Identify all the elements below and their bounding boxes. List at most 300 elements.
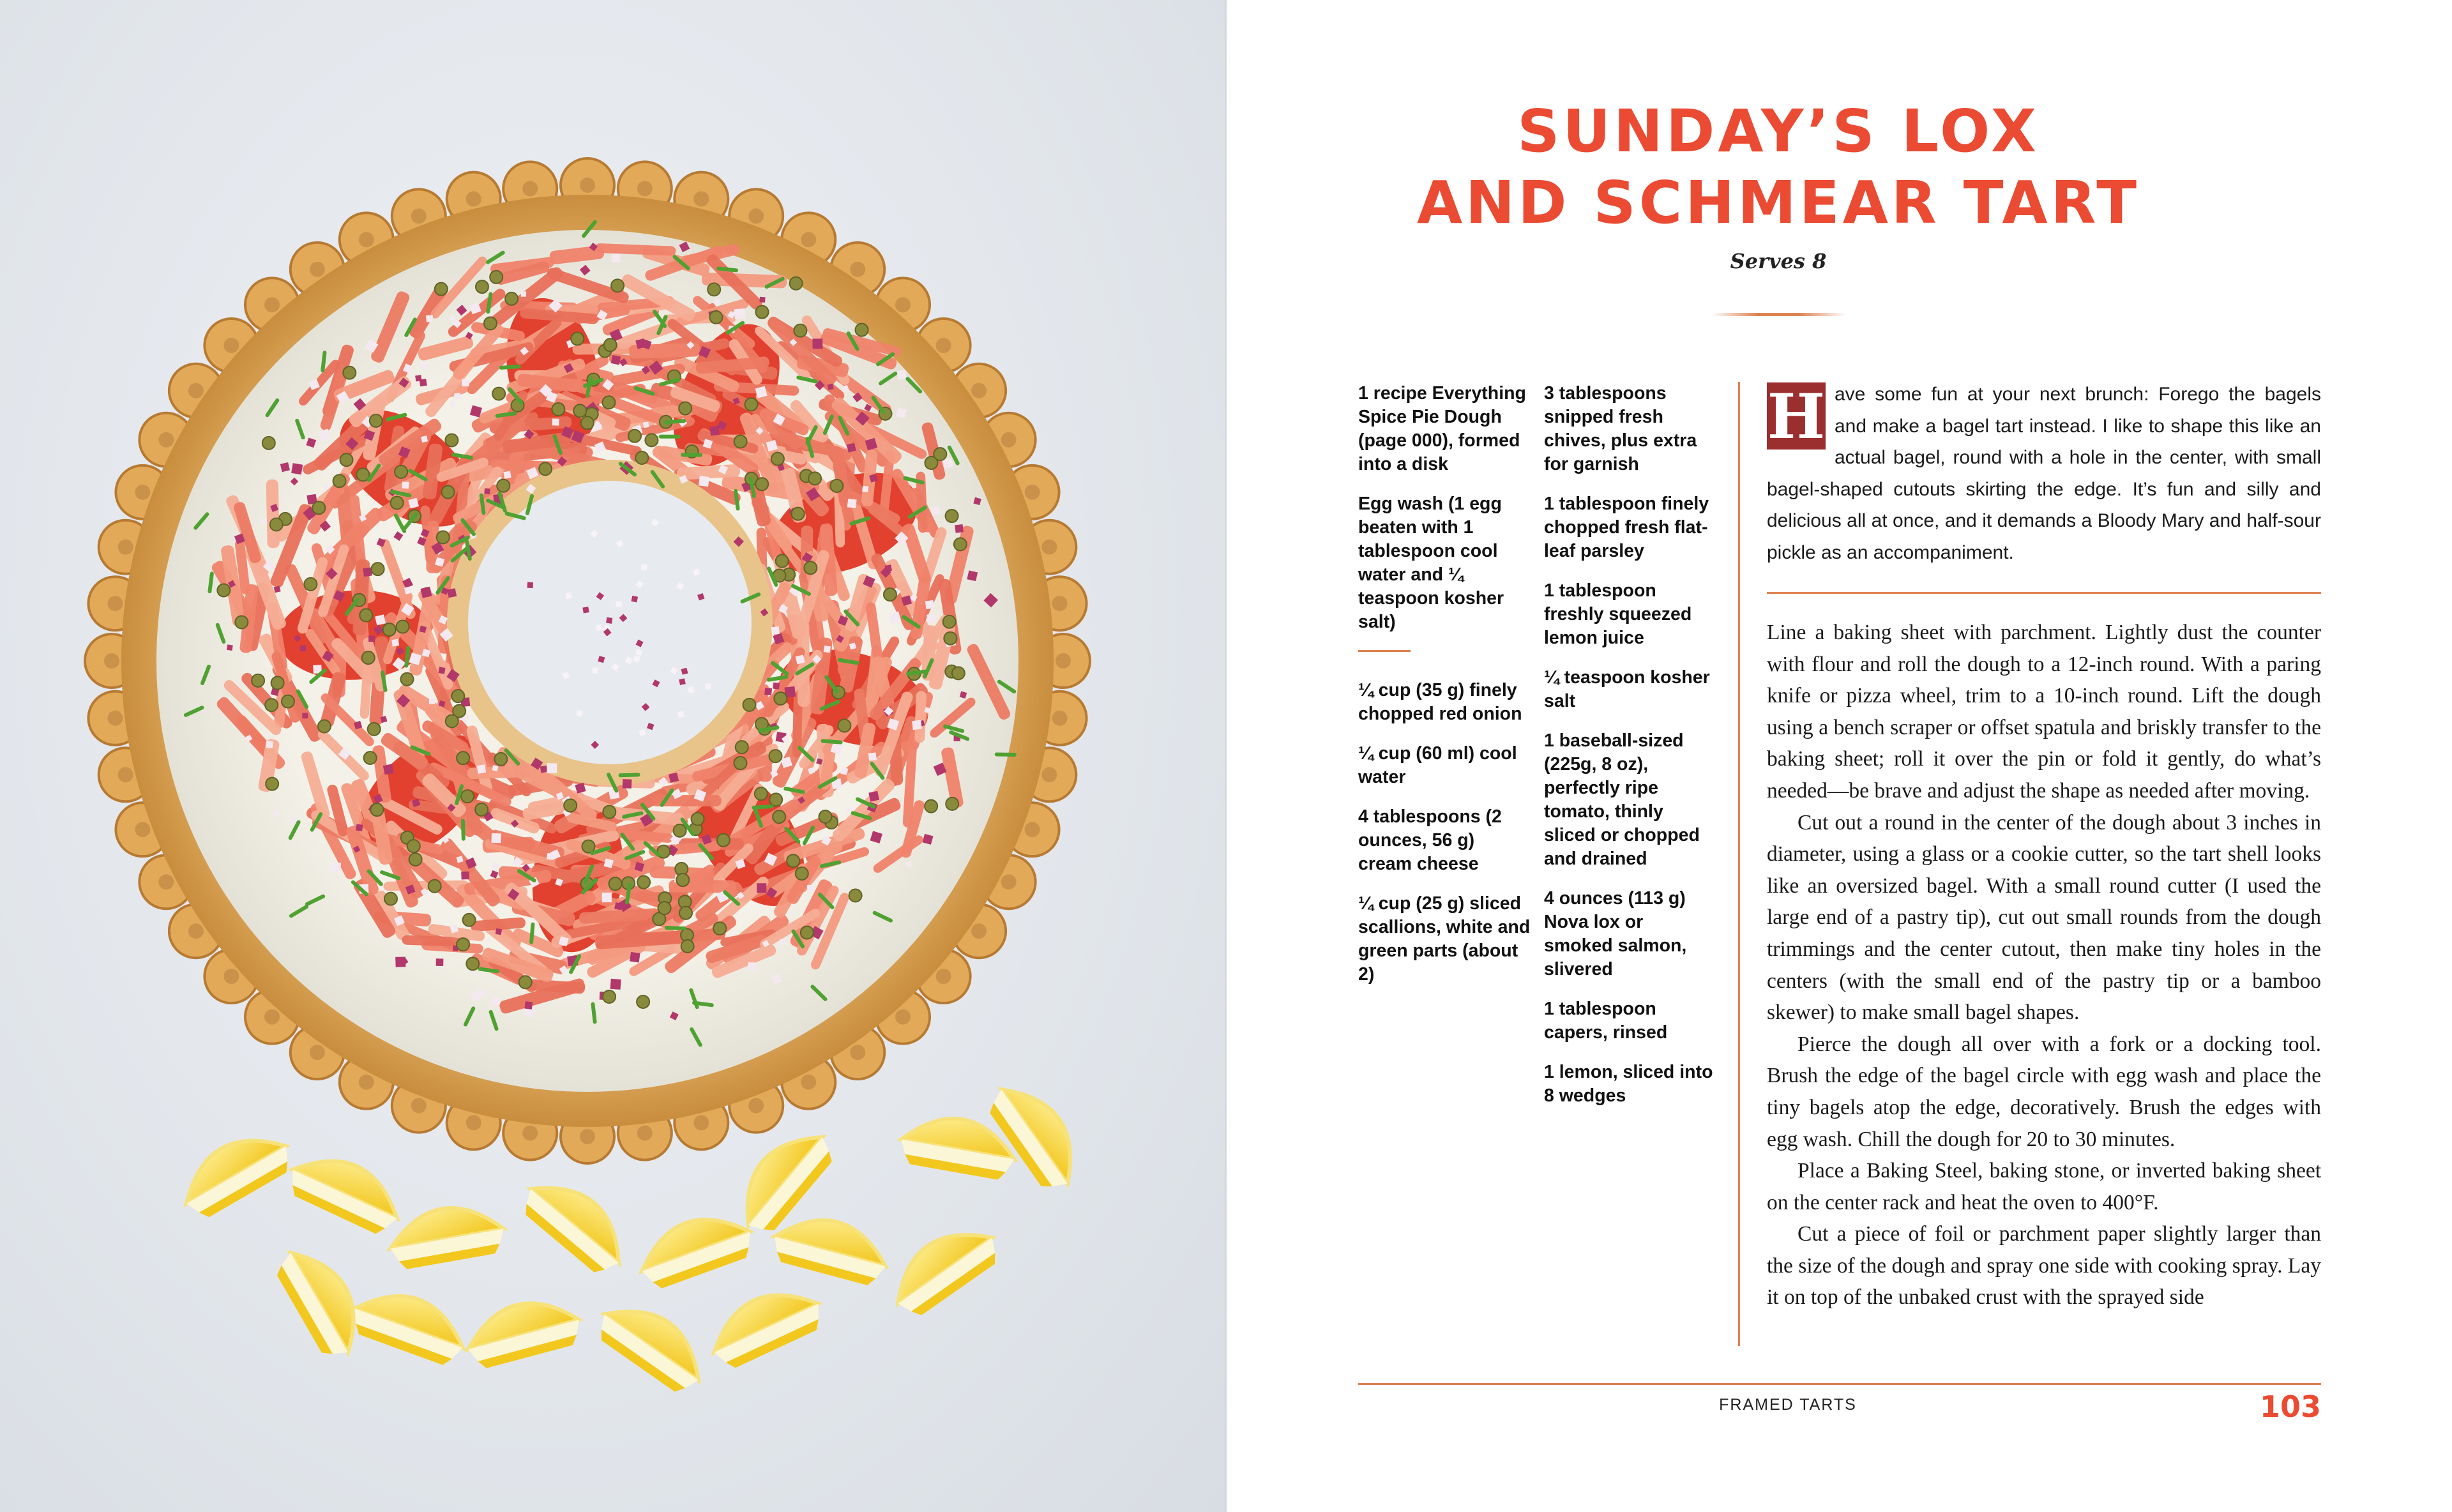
mini-bagel-hole [1001, 874, 1017, 889]
caper [774, 692, 787, 705]
caper [457, 752, 469, 764]
caper [571, 333, 584, 345]
lemon-wedge [347, 1280, 473, 1370]
caper [717, 834, 730, 847]
caper [771, 453, 784, 465]
caper [637, 995, 649, 1008]
caper [736, 741, 748, 753]
red-onion-piece [391, 639, 399, 647]
mini-bagel-hole [310, 262, 325, 277]
lemon-wedge [591, 1289, 716, 1399]
caper [391, 496, 404, 509]
title-line-2: AND SCHMEAR TART [1416, 169, 2140, 237]
red-onion-piece [454, 393, 461, 400]
caper [838, 720, 851, 732]
caper [603, 990, 616, 1003]
red-onion-piece [491, 833, 501, 843]
onion-in-center [677, 711, 684, 718]
caper [564, 799, 577, 812]
caper [492, 388, 505, 400]
mini-bagel-hole [1041, 540, 1057, 555]
red-onion-piece [299, 645, 306, 651]
caper [395, 465, 407, 478]
headnote-text: ave some fun at your next brunch: Forego the bagels and make a bagel tart instead. I like to shape this like an actual bagel, round with a hole in the center, with small bagel-shaped cutouts skirting the edge. It’s fun and silly and delicious all at once, and it demands a Bloody Mary and half-sour pickle as an accompaniment. [1767, 384, 2321, 563]
red-onion-piece [610, 979, 621, 990]
footer-rule [1358, 1383, 2321, 1385]
red-onion-piece [897, 370, 907, 380]
caper [400, 673, 413, 686]
red-onion-piece [623, 779, 632, 789]
red-onion-piece [868, 752, 877, 760]
mini-bagel-hole [223, 969, 239, 984]
red-onion-piece [547, 853, 554, 860]
lemon-wedge [171, 1120, 298, 1223]
red-onion-piece [496, 928, 502, 935]
red-onion-piece [669, 773, 679, 783]
caper [384, 893, 397, 905]
red-onion-piece [748, 962, 755, 970]
mini-bagel-hole [158, 874, 174, 889]
mini-bagel-hole [850, 262, 865, 277]
mini-bagel-hole [693, 192, 709, 207]
ingredient-item: 3 tablespoons snipped fresh chives, plus extra for garnish [1544, 383, 1697, 474]
caper [944, 632, 957, 645]
caper [318, 720, 331, 733]
mini-bagel-hole [466, 1115, 481, 1130]
mini-bagel-hole [580, 178, 595, 193]
caper [463, 914, 476, 926]
mini-bagel-hole [1056, 653, 1071, 669]
caper [304, 578, 317, 591]
caper [755, 787, 768, 800]
lemon-wedge [385, 1199, 508, 1271]
caper [475, 803, 488, 816]
caper [819, 810, 831, 823]
mini-bagel-hole [264, 1009, 280, 1025]
ingredient-item: Egg wash (1 egg beaten with 1 tablespoon cool water and ¼ teaspoon kosher salt) [1358, 494, 1504, 632]
red-onion-piece [462, 379, 469, 386]
food-photo [0, 0, 1225, 1512]
caper [603, 806, 616, 819]
caper [943, 616, 956, 628]
mini-bagel-hole [359, 1075, 374, 1090]
lemon-wedge [769, 1207, 893, 1289]
mini-bagel-hole [104, 653, 119, 669]
caper [368, 723, 381, 736]
caper [952, 667, 965, 679]
tart-illustration [0, 0, 1225, 1512]
mini-bagel-hole [801, 232, 816, 247]
column-divider [1738, 382, 1740, 1346]
caper [804, 561, 817, 574]
red-onion-piece [824, 646, 831, 653]
caper [787, 854, 799, 867]
caper [581, 416, 594, 429]
chive [665, 926, 686, 930]
onion-in-center [616, 601, 622, 607]
red-onion-piece [291, 463, 303, 474]
running-footer-section: FRAMED TARTS [1719, 1396, 1857, 1414]
caper [830, 480, 843, 492]
caper [445, 434, 458, 447]
mini-bagel-hole [895, 1009, 911, 1025]
caper [333, 474, 346, 487]
caper [466, 957, 479, 970]
red-onion-piece [780, 939, 786, 945]
red-onion-piece [426, 315, 434, 322]
ingredient-item: ¼ cup (35 g) finely chopped red onion [1358, 680, 1522, 724]
caper [628, 430, 641, 442]
onion-in-center [633, 656, 640, 663]
caper [442, 486, 455, 499]
method-paragraph: Pierce the dough all over with a fork or a docking tool. Brush the edge of the bagel circle with egg wash and place the tiny bagels atop the edge, decoratively. Brush the edges with egg wash. Chill the dough for 20 to 30 minutes. [1767, 1032, 2321, 1151]
caper [884, 588, 897, 601]
mini-bagel-hole [223, 338, 239, 353]
caper [573, 404, 586, 417]
lemon-wedge [701, 1276, 828, 1373]
mini-bagel-hole [411, 1098, 427, 1114]
red-onion-piece [302, 713, 308, 718]
caper [266, 778, 278, 790]
mini-bagel-hole [522, 181, 538, 196]
red-onion-piece [547, 763, 557, 773]
caper [755, 478, 768, 490]
red-onion-piece [764, 688, 772, 695]
chive [461, 819, 465, 841]
chive [995, 752, 1017, 757]
caper [446, 714, 458, 727]
caper [658, 902, 671, 914]
caper [461, 790, 474, 803]
red-onion-piece [967, 570, 978, 581]
red-onion-piece [227, 644, 233, 651]
caper [773, 810, 785, 823]
headnote-divider [1767, 592, 2321, 594]
caper [364, 752, 377, 764]
caper [437, 531, 450, 544]
caper [435, 283, 448, 296]
mini-bagel-hole [411, 208, 427, 223]
red-onion-piece [402, 481, 409, 488]
red-onion-piece [266, 741, 273, 748]
caper [397, 620, 409, 633]
ingredients-divider [1358, 650, 1411, 652]
caper [776, 555, 789, 568]
caper [856, 324, 868, 336]
caper [946, 798, 958, 810]
red-onion-piece [368, 636, 375, 642]
ingredient-item: ¼ teaspoon kosher salt [1544, 667, 1710, 711]
headnote [1767, 379, 2321, 568]
ingredient-item: 1 tablespoon capers, rinsed [1544, 999, 1668, 1043]
page-number: 103 [2259, 1389, 2321, 1424]
caper [734, 435, 747, 448]
mini-bagel-hole [135, 485, 150, 500]
mini-bagel-hole [637, 1126, 653, 1141]
caper [312, 501, 325, 514]
drop-cap: H [1767, 381, 1826, 453]
red-onion-piece [521, 291, 526, 296]
caper [252, 674, 264, 687]
red-onion-piece [524, 1001, 533, 1009]
caper [637, 876, 650, 889]
onion-in-center [641, 564, 648, 571]
caper [407, 840, 420, 852]
caper [792, 508, 805, 520]
red-onion-piece [429, 698, 435, 704]
red-onion-piece [415, 375, 422, 382]
mini-bagel-hole [1025, 485, 1040, 500]
lemon-wedge [516, 1166, 639, 1281]
onion-in-center [582, 607, 589, 613]
caper [934, 448, 946, 460]
lemon-wedge [632, 1204, 758, 1293]
caper [790, 277, 803, 290]
caper [709, 311, 722, 324]
caper [708, 283, 720, 296]
caper [681, 940, 694, 953]
method-paragraph: Place a Baking Steel, baking stone, or inverted baking sheet on the center rack and heat the oven to 400°F. [1767, 1159, 2321, 1214]
red-onion-piece [868, 791, 879, 802]
caper [645, 434, 658, 446]
method-paragraph: Line a baking sheet with parchment. Lightly dust the counter with flour and roll the dough to a 12-inch round. With a paring knife or pizza wheel, trim to a 10-inch round. Lift the dough using a bench scraper or offset spatula and briskly transfer to the baking sheet; roll it over the pin or fold it gently, do what’s needed—be brave and adjust the shape as needed after moving. [1767, 621, 2321, 803]
caper [925, 800, 937, 813]
ingredient-item: ¼ cup (25 g) sliced scallions, white and green parts (about 2) [1358, 893, 1531, 985]
ingredient-item: ¼ cup (60 ml) cool water [1358, 743, 1517, 787]
caper [428, 880, 441, 893]
caper [755, 306, 768, 319]
mini-bagel-hole [895, 297, 911, 312]
caper [235, 616, 248, 629]
mini-bagel-hole [264, 297, 280, 312]
mini-bagel-hole [118, 767, 133, 782]
red-onion-piece [885, 564, 893, 572]
onion-in-center [606, 617, 612, 624]
red-onion-piece [925, 600, 934, 609]
red-onion-piece [927, 614, 935, 623]
method-paragraph: Cut a piece of foil or parchment paper slightly larger than the size of the dough and spray one side with cooking spray. Lay it on top of the unbaked crust with the sprayed side [1767, 1222, 2321, 1310]
red-onion-piece [759, 297, 765, 303]
ingredient-item: 1 tablespoon freshly squeezed lemon juice [1544, 580, 1692, 648]
red-onion-piece [330, 862, 341, 873]
red-onion-piece [356, 824, 363, 831]
lemon-wedge [460, 1290, 585, 1372]
caper [713, 922, 726, 935]
red-onion-piece [383, 764, 394, 775]
red-onion-piece [812, 338, 822, 349]
mini-bagel-hole [188, 923, 204, 939]
red-onion-piece [847, 499, 857, 508]
caper [745, 398, 758, 411]
caper [265, 699, 278, 711]
caper [611, 279, 624, 292]
red-onion-piece [477, 764, 487, 774]
caper [801, 926, 814, 939]
caper [476, 280, 488, 293]
mini-bagel-hole [1052, 596, 1068, 611]
onion-in-center [679, 678, 686, 685]
caper [343, 367, 356, 379]
mini-bagel-hole [466, 192, 481, 207]
red-onion-piece [807, 885, 814, 891]
ingredient-item: 4 tablespoons (2 ounces, 56 g) cream cheese [1358, 806, 1502, 874]
mini-bagel-hole [1025, 822, 1040, 837]
mini-bagel-hole [971, 923, 987, 939]
mini-bagel-hole [1001, 432, 1017, 448]
mini-bagel-hole [158, 432, 174, 448]
red-onion-piece [461, 872, 469, 880]
red-onion-piece [611, 355, 621, 365]
caper [743, 699, 755, 711]
red-onion-piece [447, 588, 457, 598]
caper [582, 840, 595, 853]
chive [681, 453, 702, 457]
red-onion-piece [612, 253, 620, 262]
caper [217, 584, 230, 597]
red-onion-piece [540, 766, 548, 773]
lemon-wedge [881, 1213, 1005, 1322]
caper [282, 695, 294, 708]
caper [769, 793, 782, 806]
mini-bagel-hole [580, 1129, 595, 1144]
recipe-title [1366, 96, 2190, 239]
caper [609, 877, 622, 890]
serves-divider [1711, 313, 1845, 316]
mini-bagel-hole [971, 383, 987, 398]
red-onion-piece [602, 893, 612, 902]
caper [602, 396, 615, 409]
caper [676, 873, 689, 886]
caper [340, 453, 353, 466]
caper [679, 402, 692, 415]
mini-bagel-hole [359, 232, 374, 247]
red-onion-piece [828, 384, 834, 390]
caper [674, 824, 686, 837]
caper [505, 292, 518, 305]
caper [484, 317, 497, 329]
ingredient-item: 4 ounces (113 g) Nova lox or smoked salmon, slivered [1544, 888, 1687, 979]
red-onion-piece [643, 421, 649, 428]
caper [635, 451, 648, 464]
mini-bagel-hole [118, 540, 133, 555]
onion-in-center [527, 582, 533, 588]
red-onion-piece [438, 667, 445, 674]
mini-bagel-hole [693, 1115, 709, 1130]
red-onion-piece [471, 992, 480, 1001]
caper [946, 510, 958, 522]
ingredient-item: 1 baseball-sized (225g, 8 oz), perfectly ripe tomato, thinly sliced or chopped and drained [1544, 730, 1700, 869]
ingredient-item: 1 recipe Everything Spice Pie Dough (page 000), formed into a disk [1358, 383, 1526, 474]
caper [692, 813, 704, 826]
red-onion-piece [630, 952, 640, 963]
mini-bagel-hole [107, 596, 123, 611]
caper [457, 938, 469, 951]
mini-bagel-hole [637, 181, 653, 196]
serves-label: Serves 8 [1730, 249, 1827, 273]
red-onion-piece [734, 308, 745, 319]
caper [497, 480, 510, 492]
caper [490, 271, 503, 284]
caper [954, 538, 967, 550]
caper [383, 623, 396, 636]
red-onion-piece [699, 476, 709, 487]
caper [372, 563, 384, 575]
mini-bagel-hole [188, 383, 204, 398]
caper [451, 690, 464, 702]
caper [604, 338, 617, 351]
ingredient-item: 1 tablespoon finely chopped fresh flat-leaf parsley [1544, 494, 1709, 561]
onion-in-center [631, 596, 638, 603]
caper [359, 609, 372, 621]
ingredient-item: 1 lemon, sliced into 8 wedges [1544, 1062, 1713, 1106]
caper [734, 757, 746, 769]
caper [262, 437, 275, 450]
mini-bagel-hole [936, 969, 951, 984]
mini-bagel-hole [310, 1045, 325, 1060]
mini-bagel-hole [748, 1098, 764, 1114]
red-onion-piece [478, 989, 485, 996]
red-onion-piece [862, 486, 868, 492]
caper [270, 518, 283, 531]
red-onion-piece [773, 683, 780, 690]
lemon-wedge [283, 1142, 409, 1239]
caper [519, 976, 532, 988]
lemon-wedge [271, 1237, 374, 1364]
red-onion-piece [912, 720, 922, 730]
red-onion-piece [484, 488, 490, 494]
caper [679, 907, 692, 919]
caper [769, 750, 782, 762]
ingredients-column-2 [1544, 382, 1716, 1124]
caper [370, 414, 382, 427]
salmon-strip [914, 691, 927, 743]
method-paragraph: Cut out a round in the center of the dough about 3 inches in diameter, using a glass or a cookie cutter, so the tart shell looks like an oversized bagel. With a small round cutter (I used the large end of a pastry tip), cut out small rounds from the dough trimmings and the center cutout, then make tiny holes in the centers (with the small end of the pastry tip or a bamboo skewer) to make small bagel shapes. [1767, 810, 2321, 1025]
mini-bagel-hole [936, 338, 951, 353]
chive [659, 435, 681, 439]
ingredients-column-1 [1358, 382, 1531, 1002]
red-onion-piece [955, 524, 964, 533]
title-line-1: SUNDAY’S LOX [1517, 97, 2040, 165]
mini-bagel-hole [135, 822, 150, 837]
caper [362, 651, 375, 664]
caper [370, 803, 383, 816]
caper [271, 677, 284, 690]
red-onion-piece [436, 958, 444, 966]
caper [849, 889, 862, 902]
mini-bagel-hole [107, 711, 123, 726]
mini-bagel-hole [522, 1126, 538, 1141]
chive [618, 773, 640, 777]
caper [794, 324, 806, 337]
salmon-strip [383, 881, 468, 891]
caper [552, 403, 564, 416]
red-onion-piece [771, 626, 780, 635]
caper [808, 472, 821, 485]
mini-bagel-hole [801, 1075, 816, 1090]
red-onion-piece [503, 471, 511, 478]
red-onion-piece [757, 883, 766, 893]
onion-in-center [592, 667, 598, 674]
caper [796, 867, 808, 880]
caper [409, 853, 422, 866]
onion-in-center [705, 683, 711, 690]
mini-bagel-hole [1052, 711, 1068, 726]
caper [494, 753, 507, 766]
mini-bagel-hole [748, 208, 764, 223]
mini-bagel-hole [850, 1045, 865, 1060]
method-text [1767, 617, 2321, 1313]
mini-bagel-hole [1041, 767, 1057, 782]
